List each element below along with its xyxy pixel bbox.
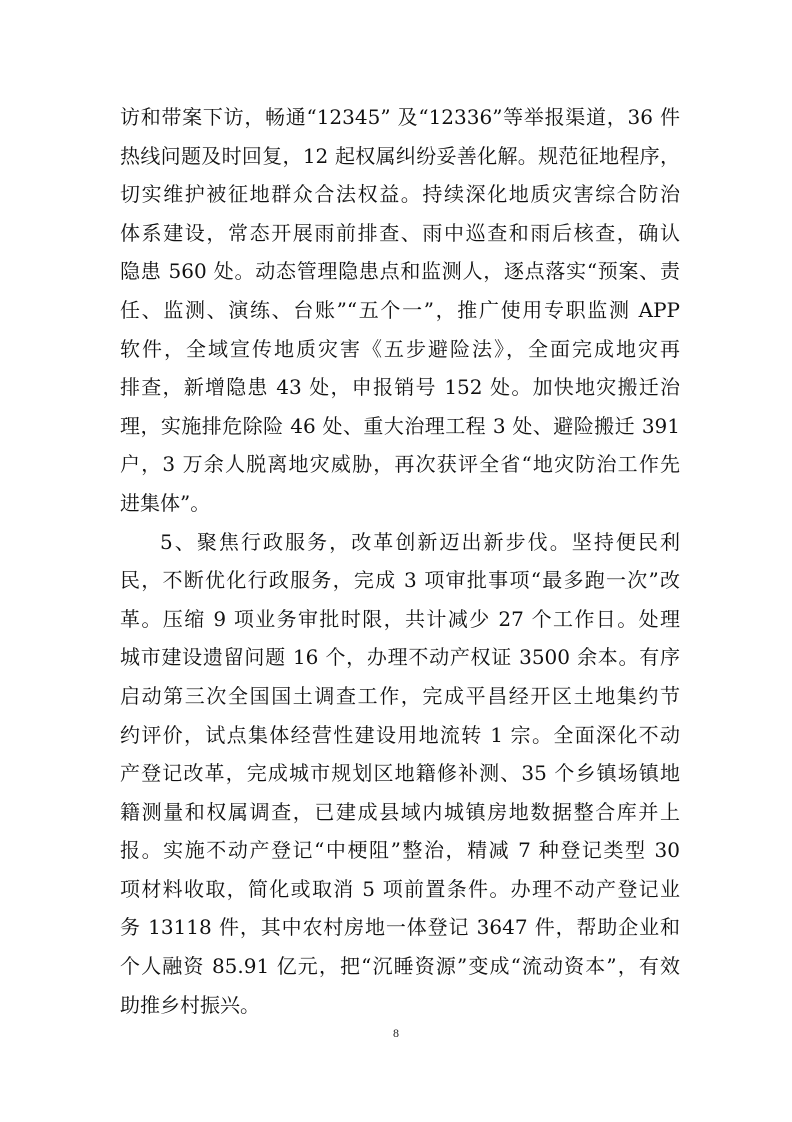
text-line: 助推乡村振兴。 bbox=[120, 992, 260, 1017]
text-line: 报。实施不动产登记“中梗阻”整治，精减 7 种登记类型 30 bbox=[120, 838, 680, 863]
text-line: 软件，全域宣传地质灾害《五步避险法》，全面完成地灾再 bbox=[120, 336, 680, 361]
text-line: 革。压缩 9 项业务审批时限，共计减少 27 个工作日。处理 bbox=[120, 606, 680, 631]
text-line: 排查，新增隐患 43 处，申报销号 152 处。加快地灾搬迁治 bbox=[120, 375, 680, 400]
text-line: 热线问题及时回复，12 起权属纠纷妥善化解。规范征地程序， bbox=[120, 143, 680, 168]
text-line: 约评价，试点集体经营性建设用地流转 1 宗。全面深化不动 bbox=[120, 722, 680, 747]
text-line: 籍测量和权属调查，已建成县域内城镇房地数据整合库并上 bbox=[120, 799, 680, 824]
text-line: 切实维护被征地群众合法权益。持续深化地质灾害综合防治 bbox=[120, 182, 680, 207]
text-line: 民，不断优化行政服务，完成 3 项审批事项“最多跑一次”改 bbox=[120, 568, 680, 593]
body-text bbox=[120, 98, 680, 1024]
text-line: 进集体”。 bbox=[120, 490, 211, 515]
text-line: 个人融资 85.91 亿元，把“沉睡资源”变成“流动资本”，有效 bbox=[120, 954, 680, 979]
text-line: 产登记改革，完成城市规划区地籍修补测、35 个乡镇场镇地 bbox=[120, 761, 680, 786]
text-line: 户，3 万余人脱离地灾威胁，再次获评全省“地灾防治工作先 bbox=[120, 452, 680, 477]
text-line: 体系建设，常态开展雨前排查、雨中巡查和雨后核查，确认 bbox=[120, 220, 680, 245]
page-number: 8 bbox=[393, 1026, 399, 1040]
text-line: 启动第三次全国国土调查工作，完成平昌经开区土地集约节 bbox=[120, 683, 680, 708]
text-line: 理，实施排危除险 46 处、重大治理工程 3 处、避险搬迁 391 bbox=[120, 413, 680, 438]
section-heading-line: 5、聚焦行政服务，改革创新迈出新步伐。坚持便民利 bbox=[160, 529, 680, 554]
text-line: 隐患 560 处。动态管理隐患点和监测人，逐点落实“预案、责 bbox=[120, 259, 680, 284]
text-line: 城市建设遗留问题 16 个，办理不动产权证 3500 余本。有序 bbox=[120, 645, 680, 670]
text-line: 任、监测、演练、台账”“五个一”，推广使用专职监测 APP bbox=[120, 297, 680, 322]
text-line: 访和带案下访，畅通“12345” 及“12336”等举报渠道，36 件 bbox=[120, 105, 680, 129]
text-line: 务 13118 件，其中农村房地一体登记 3647 件，帮助企业和 bbox=[120, 915, 680, 940]
text-line: 项材料收取，简化或取消 5 项前置条件。办理不动产登记业 bbox=[120, 876, 680, 901]
